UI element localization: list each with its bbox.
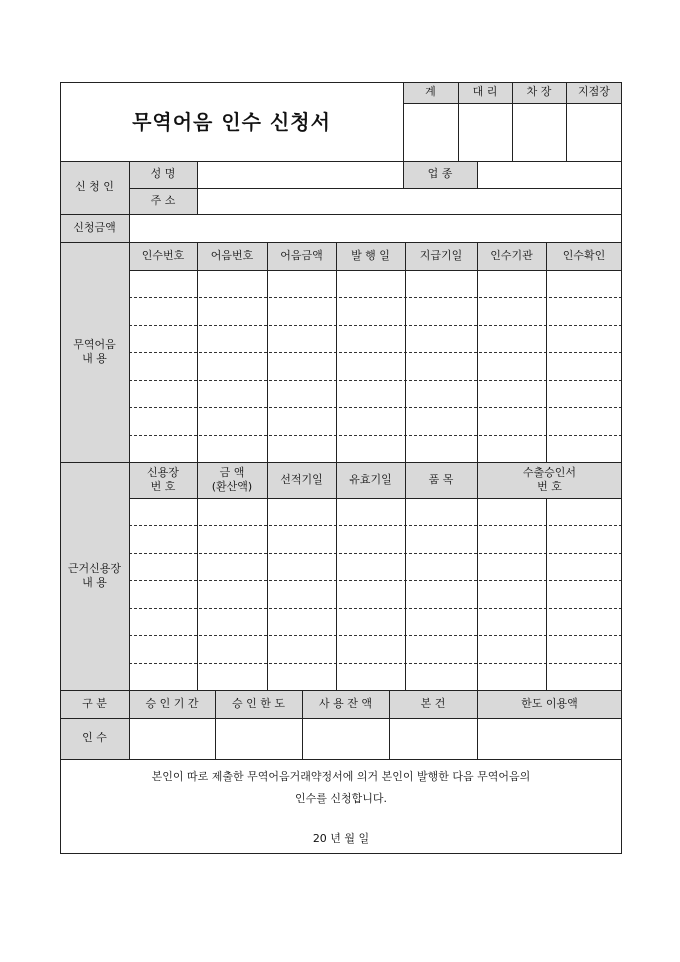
row-line	[129, 380, 622, 381]
bill-col-acceptance-no: 인수번호	[141, 248, 185, 262]
approval-box-manager[interactable]	[512, 103, 566, 161]
row-line	[129, 635, 622, 636]
grid-line	[477, 161, 478, 188]
grid-line	[129, 690, 130, 759]
grid-line	[477, 690, 478, 759]
name-label: 성 명	[150, 167, 176, 181]
grid-line	[60, 718, 622, 719]
grid-line	[302, 690, 303, 759]
summary-col-remaining-balance: 사 용 잔 액	[319, 696, 372, 710]
grid-line	[389, 690, 390, 759]
approval-header-branch-head: 지점장	[578, 85, 610, 99]
grid-line	[405, 242, 406, 690]
name-field[interactable]	[197, 161, 403, 188]
bill-col-acceptance-institution: 인수기관	[490, 248, 533, 262]
row-line	[129, 435, 622, 436]
row-line	[129, 608, 622, 609]
grid-line	[403, 82, 404, 188]
grid-line	[60, 161, 622, 162]
bill-col-payment-date: 지급기일	[419, 248, 463, 262]
approval-box-branch-head[interactable]	[566, 103, 622, 161]
amount-field[interactable]	[129, 214, 622, 242]
grid-line	[546, 498, 547, 690]
row-line	[129, 553, 622, 554]
grid-line	[566, 82, 567, 161]
form-title: 무역어음 인수 신청서	[132, 109, 331, 134]
declaration-line-1: 본인이 따로 제출한 무역어음거래약정서에 의거 본인이 발행한 다음 무역어음의	[151, 770, 531, 783]
summary-col-this-case: 본 건	[420, 696, 446, 710]
business-type-label: 업 종	[427, 167, 453, 181]
lc-section-label: 근거신용장 내 용	[67, 561, 122, 589]
address-field[interactable]	[197, 188, 622, 214]
declaration-line-2: 인수를 신청합니다.	[294, 792, 387, 805]
bill-col-bill-no: 어음번호	[210, 248, 254, 262]
acceptance-label: 인 수	[82, 731, 107, 745]
lc-col-export-approval-no: 수출승인서 번 호	[522, 465, 577, 493]
declaration-date: 20 년 월 일	[312, 832, 370, 845]
row-line	[129, 663, 622, 664]
bill-col-issue-date: 발 행 일	[351, 248, 390, 262]
bill-col-bill-amount: 어음금액	[280, 248, 323, 262]
grid-line	[60, 759, 622, 760]
row-line	[129, 525, 622, 526]
summary-division-label: 구 분	[82, 696, 107, 710]
grid-line	[267, 242, 268, 690]
grid-line	[129, 188, 622, 189]
application-form	[60, 82, 622, 854]
lc-col-amount: 금 액 (환산액)	[211, 465, 253, 493]
row-line	[129, 407, 622, 408]
summary-col-approval-limit: 승 인 한 도	[232, 696, 285, 710]
grid-line	[197, 242, 198, 690]
approval-header-manager: 차 장	[526, 85, 552, 99]
summary-col-approval-period: 승 인 기 간	[145, 696, 199, 710]
lc-col-shipment-date: 선적기일	[280, 472, 323, 486]
approval-header-deputy: 대 리	[472, 85, 498, 99]
row-line	[129, 580, 622, 581]
approval-header-staff: 계	[425, 85, 436, 99]
grid-line	[129, 270, 622, 271]
grid-line	[336, 242, 337, 690]
grid-line	[215, 690, 216, 759]
grid-line	[60, 462, 622, 463]
grid-line	[458, 82, 459, 161]
lc-col-lc-no: 신용장 번 호	[147, 465, 179, 493]
bill-col-acceptance-confirm: 인수확인	[562, 248, 606, 262]
grid-line	[512, 82, 513, 161]
bill-section-label: 무역어음 내 용	[73, 337, 116, 365]
approval-box-deputy[interactable]	[458, 103, 512, 161]
grid-line	[60, 242, 622, 243]
grid-line	[129, 161, 130, 690]
amount-label: 신청금액	[73, 220, 116, 234]
row-line	[129, 325, 622, 326]
business-type-field[interactable]	[477, 161, 622, 188]
applicant-label: 신 청 인	[75, 180, 114, 194]
summary-col-limit-usage: 한도 이용액	[521, 696, 578, 710]
address-label: 주 소	[150, 193, 176, 207]
grid-line	[60, 690, 622, 691]
grid-line	[197, 161, 198, 214]
grid-line	[546, 242, 547, 462]
approval-box-staff[interactable]	[403, 103, 458, 161]
grid-line	[477, 242, 478, 690]
row-line	[129, 297, 622, 298]
grid-line	[129, 498, 622, 499]
grid-line	[60, 214, 622, 215]
lc-col-expiry-date: 유효기일	[349, 472, 392, 486]
lc-col-item: 품 목	[428, 472, 454, 486]
row-line	[129, 352, 622, 353]
